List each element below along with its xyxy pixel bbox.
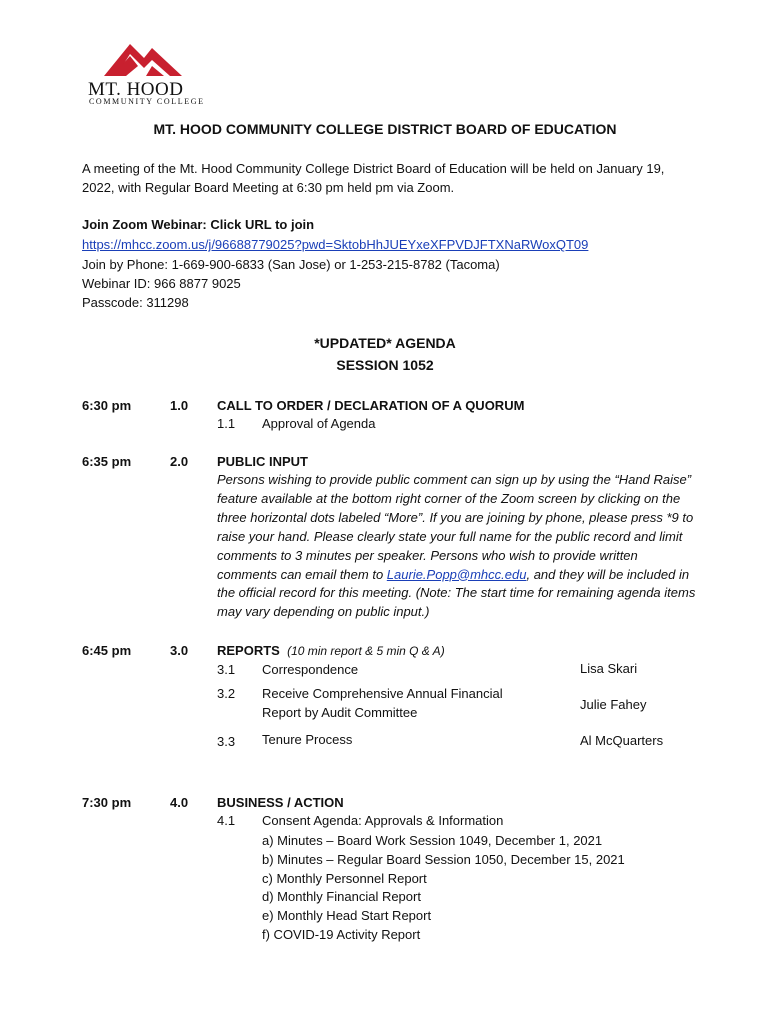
public-input-text: Persons wishing to provide public comment can sign up by using the “Hand Raise” feature available at the bottom right corner of the Zoom screen by clicking on the three horizontal dots labeled “More”. If you are joining by phone, please press *9 to raise your hand. Please clearly state your full name for the public record and limit comments to 3 minutes per speaker. Persons who wish to provide written comments can email them to (217, 472, 694, 582)
subitem-text-line-1: Receive Comprehensive Annual Financial (262, 686, 503, 701)
presenter: Lisa Skari (580, 661, 638, 676)
logo-name: MT. HOOD (88, 79, 184, 100)
item-number: 4.0 (170, 795, 189, 810)
zoom-url-link[interactable]: https://mhcc.zoom.us/j/96688779025?pwd=SktobHhJUEYxeXFPVDJFTXNaRWoxQT09 (82, 237, 589, 252)
item-time: 6:35 pm (82, 454, 132, 469)
item-time: 6:45 pm (82, 643, 132, 658)
subitem-number: 3.3 (217, 734, 236, 749)
subitem-number: 1.1 (217, 416, 236, 431)
zoom-heading: Join Zoom Webinar: Click URL to join (82, 217, 315, 232)
subitem-text: Approval of Agenda (262, 416, 376, 431)
list-item: a) Minutes – Board Work Session 1049, December 1, 2021 (262, 833, 603, 848)
list-item: f) COVID-19 Activity Report (262, 927, 421, 942)
subitem-text: Consent Agenda: Approvals & Information (262, 813, 504, 828)
reports-note: (10 min report & 5 min Q & A) (287, 644, 445, 658)
item-heading: BUSINESS / ACTION (217, 795, 344, 810)
presenter: Julie Fahey (580, 697, 647, 712)
item-number: 1.0 (170, 398, 189, 413)
subitem-text: Tenure Process (262, 732, 353, 747)
item-heading-group (217, 643, 445, 658)
subitem-number: 3.2 (217, 686, 236, 701)
item-number: 2.0 (170, 454, 189, 469)
list-item: d) Monthly Financial Report (262, 889, 421, 904)
subitem-text-line-2: Report by Audit Committee (262, 705, 418, 720)
item-number: 3.0 (170, 643, 189, 658)
zoom-phone: Join by Phone: 1-669-900-6833 (San Jose) or 1-253-215-8782 (Tacoma) (82, 257, 500, 272)
intro-line-2: 2022, with Regular Board Meeting at 6:30 pm held pm via Zoom. (82, 180, 455, 195)
agenda-title: *UPDATED* AGENDA (314, 335, 456, 351)
subitem-text: Correspondence (262, 662, 359, 677)
presenter: Al McQuarters (580, 733, 664, 748)
item-time: 6:30 pm (82, 398, 132, 413)
item-heading: REPORTS (217, 643, 280, 658)
list-item: c) Monthly Personnel Report (262, 871, 427, 886)
session-number: SESSION 1052 (336, 357, 434, 373)
zoom-webinar-id: Webinar ID: 966 8877 9025 (82, 276, 241, 291)
public-input-instructions (217, 471, 697, 622)
zoom-passcode: Passcode: 311298 (82, 295, 189, 310)
public-input-text-end: , and they will be included in the official record for this meeting. (Note: The start time for remaining agenda items may vary depending on public input.) (217, 566, 696, 620)
subitem-number: 3.1 (217, 662, 236, 677)
item-time: 7:30 pm (82, 795, 132, 810)
list-item: e) Monthly Head Start Report (262, 908, 432, 923)
list-item: b) Minutes – Regular Board Session 1050, December 15, 2021 (262, 852, 625, 867)
page-title: MT. HOOD COMMUNITY COLLEGE DISTRICT BOARD OF EDUCATION (153, 121, 617, 137)
logo-subtitle: COMMUNITY COLLEGE (89, 97, 205, 106)
intro-line-1: A meeting of the Mt. Hood Community College District Board of Education will be held on January 19, (82, 161, 665, 176)
email-link[interactable]: Laurie.Popp@mhcc.edu (386, 566, 527, 582)
subitem-number: 4.1 (217, 813, 236, 828)
item-heading: PUBLIC INPUT (217, 454, 308, 469)
item-heading: CALL TO ORDER / DECLARATION OF A QUORUM (217, 398, 525, 413)
